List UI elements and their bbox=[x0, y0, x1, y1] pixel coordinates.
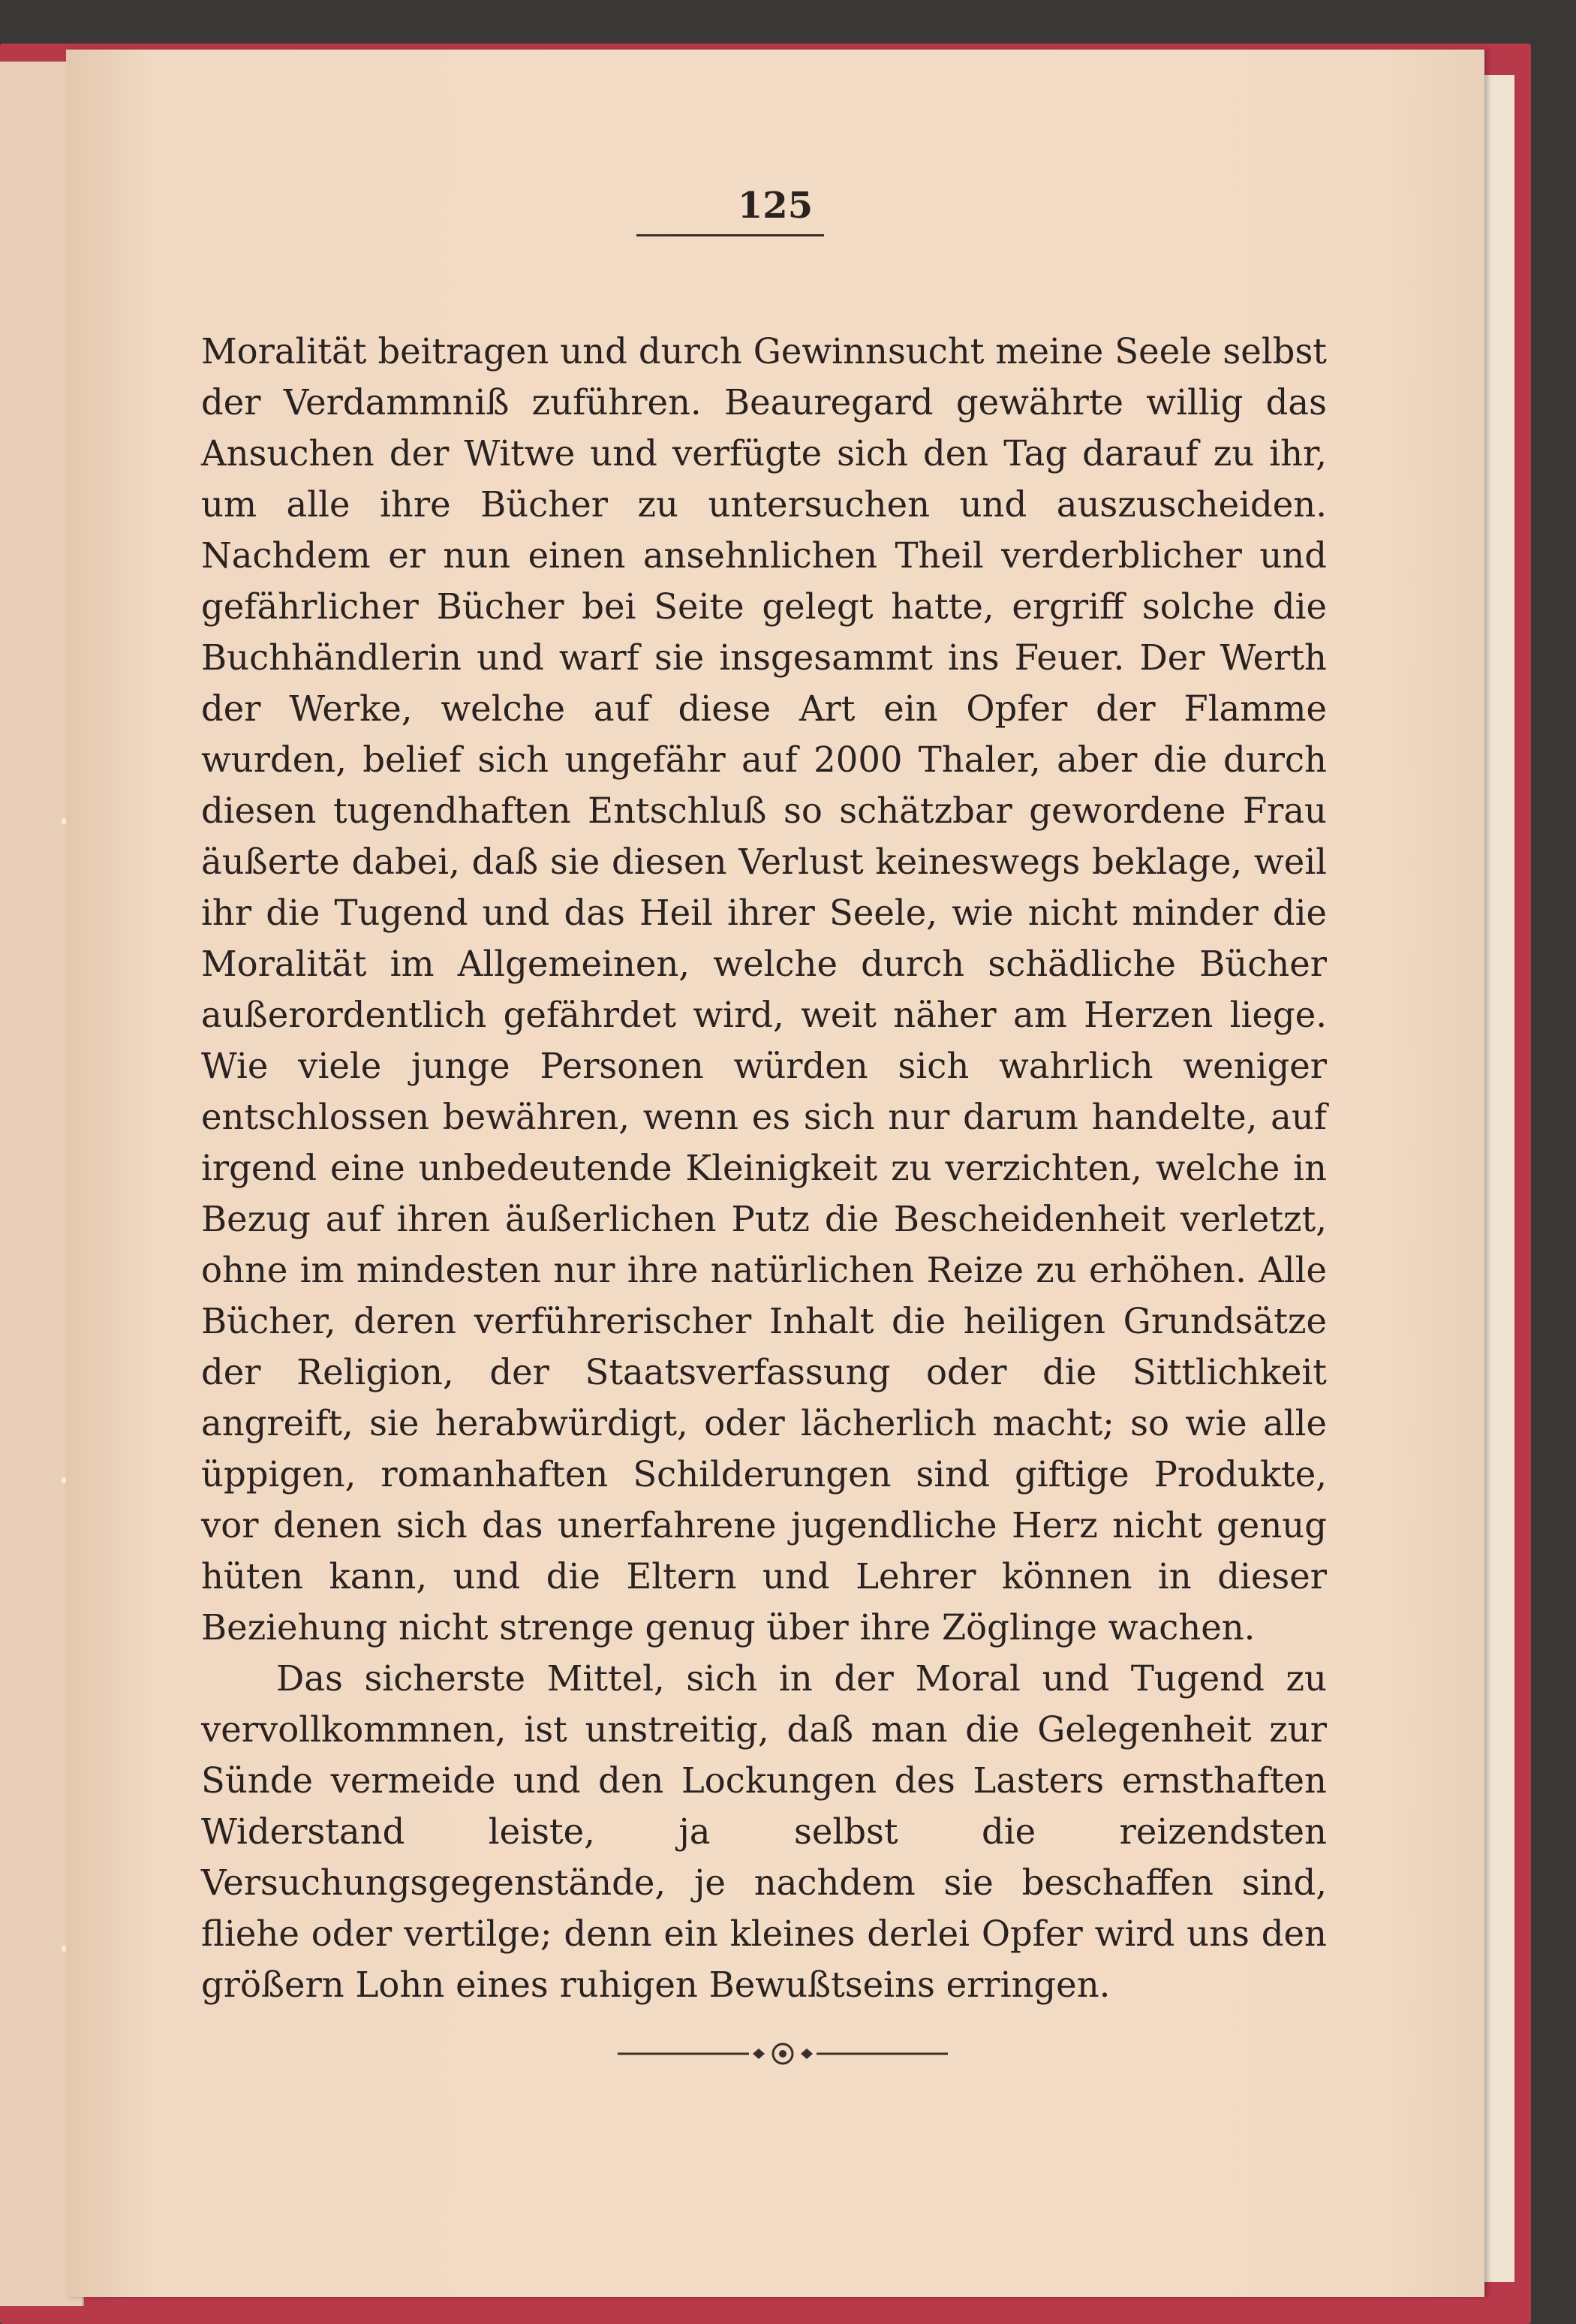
tailpiece-ornament-icon bbox=[618, 2043, 948, 2065]
body-text bbox=[201, 326, 1327, 2010]
book-page bbox=[66, 50, 1484, 2297]
paragraph: Moralität beitragen und durch Gewinnsucht meine Seele selbst der Verdammniß zuführen. Beauregard gewährte willig das Ansuchen der Witwe und verfügte sich den Tag darauf zu ihr, um alle ihre Bücher zu untersuchen und auszuscheiden. Nachdem er nun einen ansehnlichen Theil verderblicher und gefährlicher Bücher bei Seite gelegt hatte, ergriff solche die Buchhändlerin und warf sie insgesammt ins Feuer. Der Werth der Werke, welche auf diese Art ein Opfer der Flamme wurden, belief sich ungefähr auf 2000 Thaler, aber die durch diesen tugendhaften Entschluß so schätzbar gewordene Frau äußerte dabei, daß sie diesen Verlust keineswegs beklage, weil ihr die Tugend und das Heil ihrer Seele, wie nicht minder die Moralität im Allgemeinen, welche durch schädliche Bücher außerordentlich gefährdet wird, weit näher am Herzen liege. Wie viele junge Personen würden sich wahrlich weniger entschlossen bewähren, wenn es sich nur darum handelte, auf irgend eine unbedeutende Kleinigkeit zu verzichten, welche in Bezug auf ihren äußerlichen Putz die Bescheidenheit verletzt, ohne im mindesten nur ihre natürlichen Reize zu erhöhen. Alle Bücher, deren verführerischer Inhalt die heiligen Grundsätze der Religion, der Staatsverfassung oder die Sittlichkeit angreift, sie herabwürdigt, oder lächerlich macht; so wie alle üppigen, romanhaften Schilderungen sind giftige Produkte, vor denen sich das unerfahrene jugendliche Herz nicht genug hüten kann, und die Eltern und Lehrer können in dieser Beziehung nicht strenge genug über ihre Zöglinge wachen. bbox=[201, 331, 1327, 1648]
page-number: 125 bbox=[737, 185, 814, 227]
paragraph: Das sicherste Mittel, sich in der Moral und Tugend zu vervollkommnen, ist unstreitig, daß man die Gelegenheit zur Sünde vermeide und den Lockungen des Lasters ernsthaften Widerstand leiste, ja selbst die reizendsten Versuchungsgegenstände, je nachdem sie beschaffen sind, fliehe oder vertilge; denn ein kleines derlei Opfer wird uns den größern Lohn eines ruhigen Bewußtseins erringen. bbox=[201, 1658, 1327, 2005]
header-rule bbox=[636, 234, 824, 236]
